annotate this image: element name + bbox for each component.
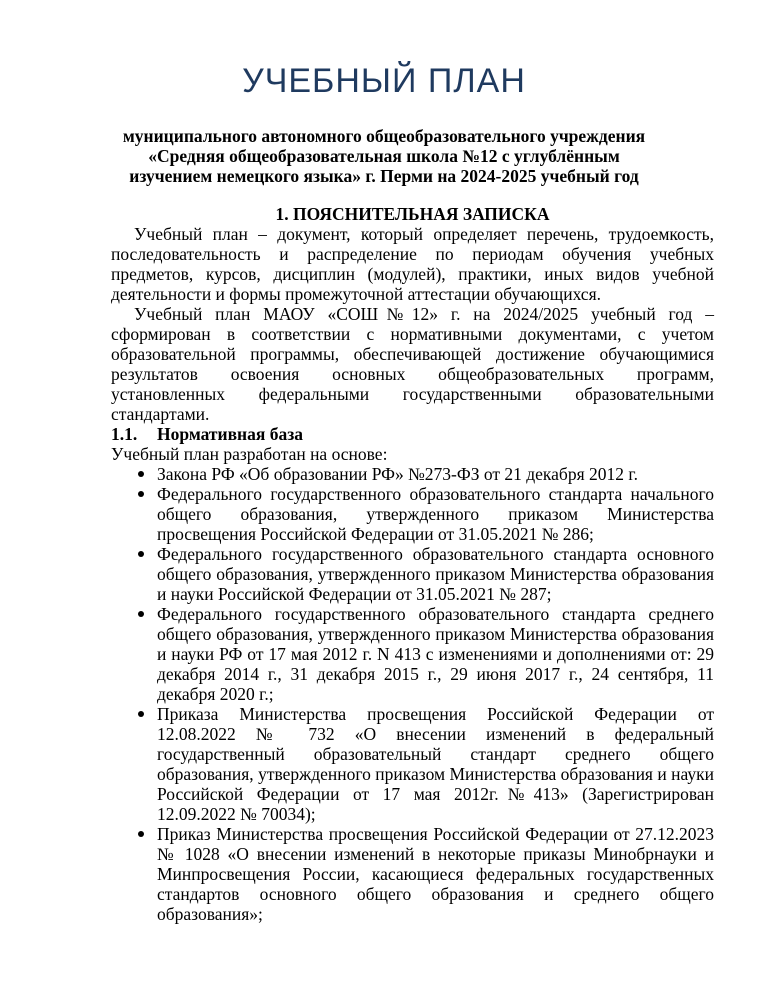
list-item bbox=[111, 464, 714, 484]
subsection-title: Нормативная база bbox=[157, 424, 304, 444]
bullet-dot-icon bbox=[138, 611, 144, 617]
subsection-number: 1.1. bbox=[111, 424, 138, 444]
list-item bbox=[111, 544, 714, 604]
bullet-dot-icon bbox=[138, 711, 144, 717]
list-item bbox=[111, 604, 714, 704]
paragraph: Учебный план МАОУ «СОШ№12» г. на 2024/2025 учебный год – сформирован в соответствии с нормативными документами, с учетом образовательной программы, обеспечивающей достижение обучающимися результатов освоения основных общеобразовательных программ, установленных федеральными государственными образовательными стандартами. bbox=[111, 304, 714, 424]
paragraph: Учебный план – документ, который определяет перечень, трудоемкость, последовательность и распределение по периодам обучения учебных предметов, курсов, дисциплин (модулей), практики, иных видов учебной деятельности и формы промежуточной аттестации обучающихся. bbox=[111, 224, 714, 304]
list-item-text: Приказ Министерства просвещения Российской Федерации от 27.12.2023 № 1028 «О внесении изменений в некоторые приказы Минобрнауки и Минпросвещения России, касающиеся федеральных государственных стандартов основного общего образования и среднего общего образования»; bbox=[157, 824, 714, 924]
subtitle-line: изучением немецкого языка» г. Перми на 2024-2025 учебный год bbox=[129, 166, 639, 186]
subsection-heading bbox=[111, 424, 714, 444]
bullet-dot-icon bbox=[138, 491, 144, 497]
document-body bbox=[111, 204, 714, 924]
subsection-intro: Учебный план разработан на основе: bbox=[111, 444, 388, 464]
list-item-text: Федерального государственного образовательного стандарта начального общего образования, утвержденного приказом Министерства просвещения Российской Федерации от 31.05.2021 № 286; bbox=[157, 484, 714, 544]
list-item bbox=[111, 824, 714, 924]
document-title: УЧЕБНЫЙ ПЛАН bbox=[242, 62, 526, 100]
subtitle-line: муниципального автономного общеобразовательного учреждения bbox=[122, 126, 646, 146]
document-subtitle bbox=[100, 126, 668, 186]
bullet-dot-icon bbox=[138, 831, 144, 837]
list-item-text: Закона РФ «Об образовании РФ» №273-ФЗ от 21 декабря 2012 г. bbox=[157, 464, 638, 484]
bullet-dot-icon bbox=[138, 471, 144, 477]
bullet-dot-icon bbox=[138, 551, 144, 557]
normative-list bbox=[111, 464, 714, 924]
subtitle-line: «Средняя общеобразовательная школа №12 с углублённым bbox=[148, 146, 620, 166]
list-item bbox=[111, 704, 714, 824]
list-item-text: Федерального государственного образовательного стандарта среднего общего образования, утвержденного приказом Министерства образования и науки РФ от 17 мая 2012 г. N 413 с изменениями и дополнениями от: 29 декабря 2014 г., 31 декабря 2015 г., 29 июня 2017 г., 24 сентября, 11 декабря 2020 г.; bbox=[157, 604, 714, 704]
section-heading: 1. ПОЯСНИТЕЛЬНАЯ ЗАПИСКА bbox=[275, 204, 550, 224]
list-item bbox=[111, 484, 714, 544]
list-item-text: Приказа Министерства просвещения Российской Федерации от 12.08.2022 № 732 «О внесении изменений в федеральный государственный образовательный стандарт среднего общего образования, утвержденного приказом Министерства образования и науки Российской Федерации от 17 мая 2012г.№413» (Зарегистрирован 12.09.2022 № 70034); bbox=[157, 704, 714, 824]
list-item-text: Федерального государственного образовательного стандарта основного общего образования, утвержденного приказом Министерства образования и науки Российской Федерации от 31.05.2021 № 287; bbox=[157, 544, 714, 604]
